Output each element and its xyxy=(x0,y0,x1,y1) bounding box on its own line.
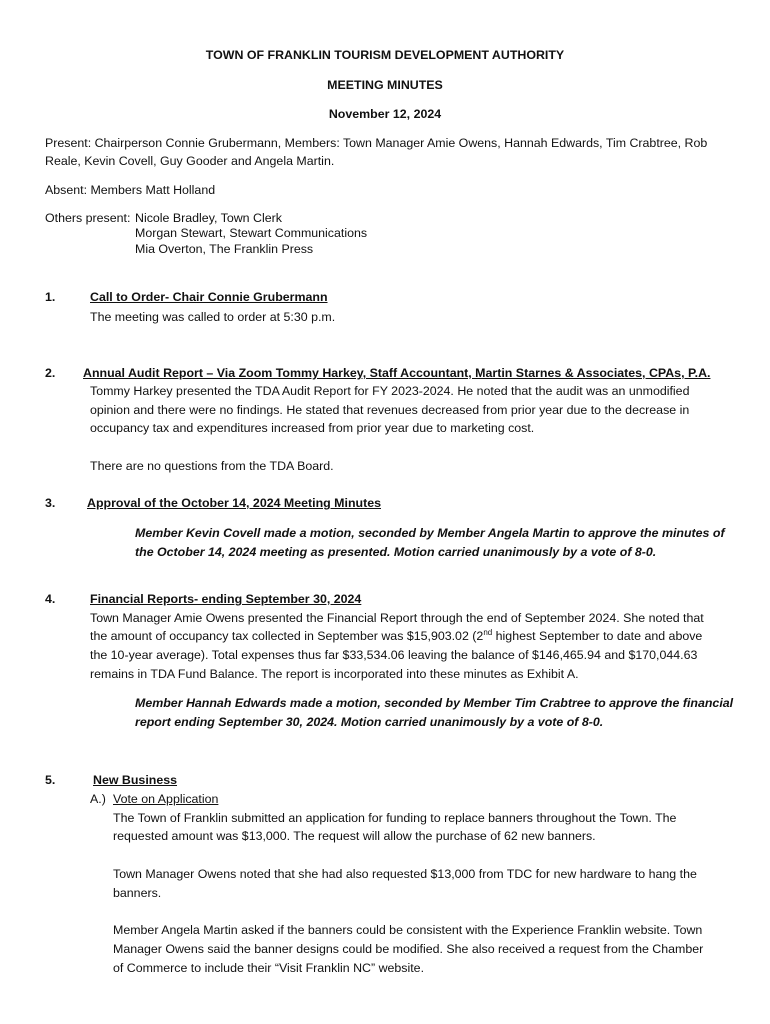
present-line-1: Present: Chairperson Connie Grubermann, Members: Town Manager Amie Owens, Hannah Edwards, Tim Crabtree, Rob xyxy=(45,136,708,150)
section-3-motion-line: Member Kevin Covell made a motion, seconded by Member Angela Martin to approve the minutes of xyxy=(135,526,725,540)
present-line-2: Reale, Kevin Covell, Guy Gooder and Angela Martin. xyxy=(45,154,335,168)
section-5-title: New Business xyxy=(93,773,178,787)
section-4-motion-line: report ending September 30, 2024. Motion carried unanimously by a vote of 8-0. xyxy=(135,715,604,729)
section-5-paragraph-line: of Commerce to include their “Visit Franklin NC” website. xyxy=(113,961,425,975)
section-1-title: Call to Order- Chair Connie Grubermann xyxy=(90,290,328,304)
others-item: Nicole Bradley, Town Clerk xyxy=(135,211,282,225)
section-4-motion-line: Member Hannah Edwards made a motion, seconded by Member Tim Crabtree to approve the financial xyxy=(135,696,734,710)
section-2-body-line: occupancy tax and expenditures increased from prior year due to marketing cost. xyxy=(90,421,535,435)
others-item: Mia Overton, The Franklin Press xyxy=(135,242,314,256)
section-4-body-line: remains in TDA Fund Balance. The report is incorporated into these minutes as Exhibit A. xyxy=(90,667,579,681)
section-4-body-line: Town Manager Amie Owens presented the Financial Report through the end of September 2024. She noted that xyxy=(90,611,704,625)
others-item: Morgan Stewart, Stewart Communications xyxy=(135,226,368,240)
section-4-number: 4. xyxy=(45,592,56,606)
meeting-date: November 12, 2024 xyxy=(328,107,442,121)
section-2-note: There are no questions from the TDA Board. xyxy=(90,459,334,473)
section-5-paragraph-line: requested amount was $13,000. The request will allow the purchase of 62 new banners. xyxy=(113,829,596,843)
section-5-number: 5. xyxy=(45,773,56,787)
section-5-paragraph-line: The Town of Franklin submitted an application for funding to replace banners throughout the Town. The xyxy=(113,811,677,825)
ordinal-suffix: nd xyxy=(483,627,493,637)
section-3-title: Approval of the October 14, 2024 Meeting Minutes xyxy=(87,496,381,510)
section-5-paragraph-line: banners. xyxy=(113,886,162,900)
section-4-title: Financial Reports- ending September 30, 2024 xyxy=(90,592,362,606)
section-1-body: The meeting was called to order at 5:30 p.m. xyxy=(90,310,336,324)
section-2-number: 2. xyxy=(45,366,56,380)
absent-line: Absent: Members Matt Holland xyxy=(45,183,216,197)
section-1-number: 1. xyxy=(45,290,56,304)
subsection-label: A.) xyxy=(90,792,106,806)
others-label: Others present: xyxy=(45,211,131,225)
section-4-body-line: the 10-year average). Total expenses thus far $33,534.06 leaving the balance of $146,465.94 and $170,044.63 xyxy=(90,648,698,662)
section-2-title: Annual Audit Report – Via Zoom Tommy Harkey, Staff Accountant, Martin Starnes & Associates, CPAs, P.A. xyxy=(83,366,711,380)
section-5-paragraph-line: Member Angela Martin asked if the banners could be consistent with the Experience Franklin website. Town xyxy=(113,923,703,937)
subsection-title: Vote on Application xyxy=(113,792,219,806)
section-5-paragraph-line: Town Manager Owens noted that she had also requested $13,000 from TDC for new hardware to hang the xyxy=(113,867,697,881)
section-3-number: 3. xyxy=(45,496,56,510)
section-4-line2-b: highest September to date and above xyxy=(492,629,703,643)
section-2-body-line: opinion and there were no findings. He stated that revenues decreased from prior year due to the decrease in xyxy=(90,403,690,417)
section-5-paragraph-line: Manager Owens said the banner designs could be modified. She also received a request from the Chamber xyxy=(113,942,704,956)
section-4-line2-a: the amount of occupancy tax collected in September was $15,903.02 (2 xyxy=(90,629,484,643)
doc-type: MEETING MINUTES xyxy=(327,78,443,92)
section-4-body-line xyxy=(90,627,702,646)
org-title: TOWN OF FRANKLIN TOURISM DEVELOPMENT AUTHORITY xyxy=(205,48,565,62)
section-2-body-line: Tommy Harkey presented the TDA Audit Report for FY 2023-2024. He noted that the audit was an unmodified xyxy=(90,384,690,398)
section-3-motion-line: the October 14, 2024 meeting as presented. Motion carried unanimously by a vote of 8-0. xyxy=(135,545,657,559)
